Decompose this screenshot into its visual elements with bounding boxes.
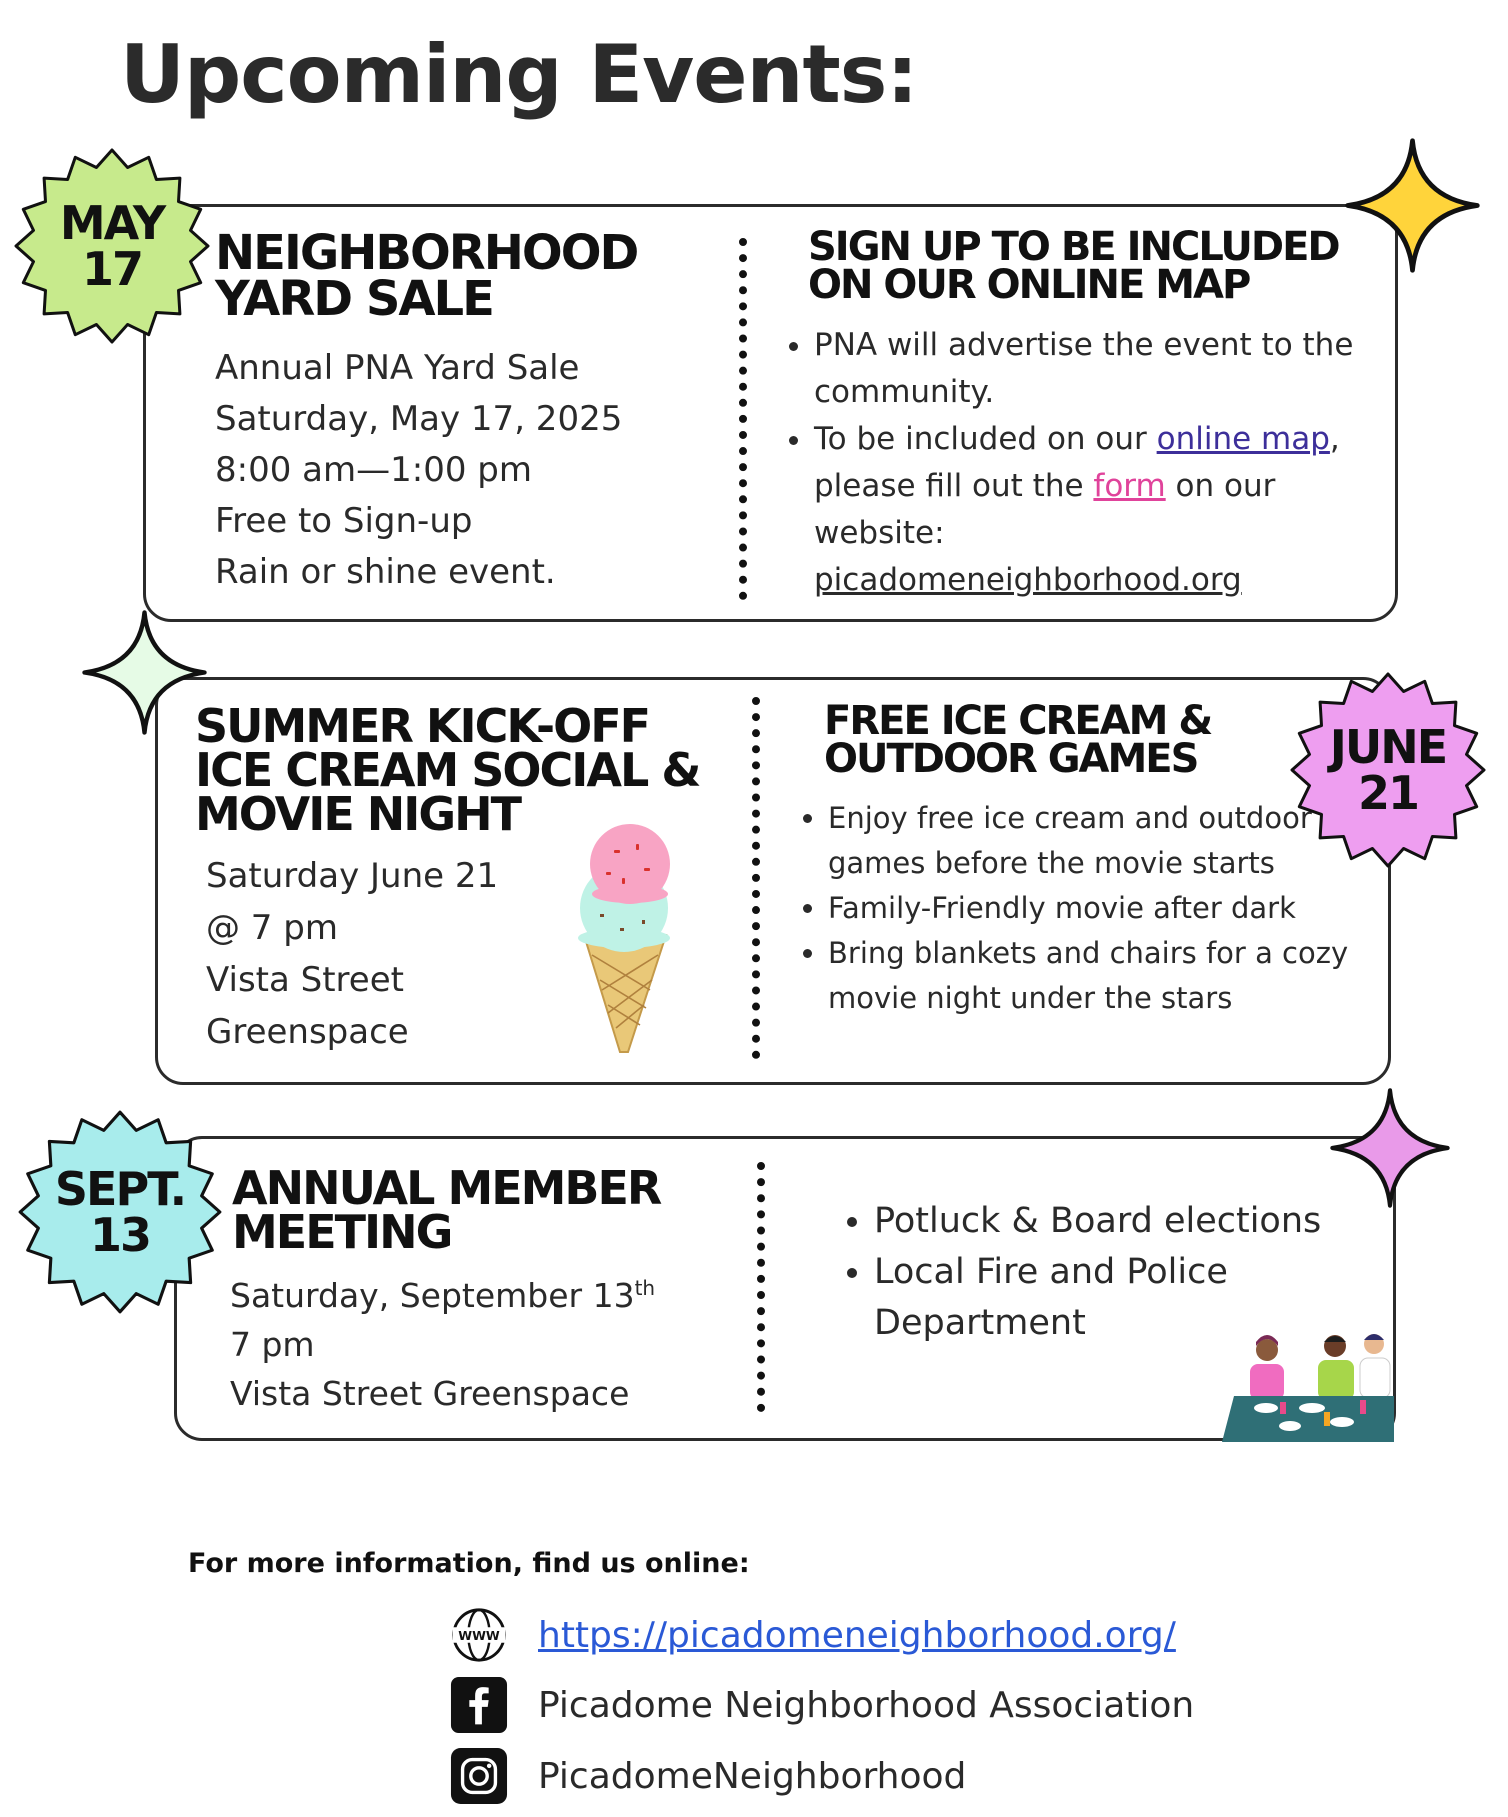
event-heading: [195, 699, 700, 842]
date-badge-may: [12, 146, 212, 346]
badge-day: 13: [89, 1208, 150, 1262]
event-details: [206, 850, 498, 1058]
event-heading-line: ANNUAL MEMBER: [232, 1161, 661, 1215]
badge-month: JUNE: [1329, 720, 1447, 774]
website-link[interactable]: picadomeneighborhood.org: [814, 562, 1242, 598]
event-detail: Vista Street: [206, 960, 404, 1000]
date-badge-june: [1288, 670, 1488, 870]
event-detail: Saturday June 21: [206, 856, 499, 896]
contact-facebook: [450, 1676, 1194, 1734]
event-heading-line: MEETING: [232, 1205, 452, 1260]
bullet-item: • Bring blankets and chairs for a cozy movie night under the stars: [828, 931, 1408, 1021]
facebook-icon: [450, 1676, 508, 1734]
instagram-handle[interactable]: PicadomeNeighborhood: [538, 1755, 967, 1797]
bullet-text: , please fill out the: [814, 421, 1340, 504]
website-url-link[interactable]: https://picadomeneighborhood.org/: [538, 1614, 1176, 1656]
sparkle-mint-icon: [82, 610, 207, 735]
page-title: Upcoming Events:: [120, 28, 918, 121]
badge-text: [12, 146, 212, 346]
event-subheading: [824, 698, 1212, 783]
event-detail: Greenspace: [206, 1012, 409, 1052]
globe-www-icon: [450, 1606, 508, 1664]
event-heading-line: YARD SALE: [215, 271, 493, 328]
badge-text: [16, 1108, 224, 1316]
sparkle-yellow-icon: [1345, 138, 1480, 273]
event-divider: [752, 697, 760, 1059]
event-subheading: [808, 224, 1339, 309]
event-date-text: Saturday, September 13: [230, 1276, 635, 1315]
event-detail: 7 pm: [230, 1325, 315, 1364]
badge-day: 17: [81, 242, 142, 296]
online-map-link[interactable]: online map: [1156, 421, 1330, 457]
event-heading-line: ICE CREAM SOCIAL &: [195, 743, 700, 798]
event-heading: [215, 225, 638, 328]
event-subheading-line: ON OUR ONLINE MAP: [808, 262, 1250, 309]
event-subheading-line: FREE ICE CREAM &: [824, 698, 1212, 744]
bullet-item: [814, 416, 1374, 604]
sparkle-violet-icon: [1330, 1088, 1450, 1208]
ordinal-suffix: th: [634, 1276, 656, 1300]
bullet-text: To be included on our: [814, 421, 1157, 457]
badge-month: SEPT.: [54, 1162, 186, 1216]
bullet-item: • Potluck & Board elections: [874, 1196, 1414, 1247]
date-badge-sept: [16, 1108, 224, 1316]
badge-text: [1288, 670, 1488, 870]
bullet-item: • PNA will advertise the event to the community.: [814, 322, 1374, 416]
event-subheading-line: OUTDOOR GAMES: [824, 736, 1198, 783]
event-detail: Annual PNA Yard Sale: [215, 348, 580, 388]
event-bullets: [778, 322, 1374, 604]
bullet-item: • Enjoy free ice cream and outdoor games before the movie starts: [828, 796, 1408, 886]
people-dining-icon: [1222, 1326, 1394, 1442]
event-heading-line: NEIGHBORHOOD: [215, 225, 638, 281]
event-divider: [757, 1162, 765, 1412]
footer-lead: For more information, find us online:: [188, 1548, 750, 1579]
event-divider: [739, 238, 747, 600]
event-details: [230, 1264, 655, 1418]
svg-text:WWW: WWW: [458, 1627, 500, 1643]
badge-day: 21: [1357, 766, 1418, 820]
event-heading-line: MOVIE NIGHT: [195, 787, 521, 842]
event-details: [215, 343, 622, 598]
event-heading: [232, 1161, 661, 1260]
contact-website: [450, 1606, 1176, 1664]
event-detail: @ 7 pm: [206, 908, 338, 948]
badge-month: MAY: [59, 196, 165, 250]
form-link[interactable]: form: [1093, 468, 1166, 504]
bullet-item: • Family-Friendly movie after dark: [828, 886, 1408, 931]
bullet-item: • Local Fire and Police Department: [874, 1247, 1414, 1349]
ice-cream-cone-icon: [570, 820, 680, 1055]
event-detail: Vista Street Greenspace: [230, 1374, 630, 1413]
event-heading-line: SUMMER KICK-OFF: [195, 699, 650, 753]
event-detail: Saturday, May 17, 2025: [215, 399, 623, 439]
instagram-icon: [450, 1747, 508, 1805]
event-detail: Free to Sign-up: [215, 501, 473, 541]
event-detail: Rain or shine event.: [215, 552, 556, 592]
event-detail: 8:00 am—1:00 pm: [215, 450, 532, 490]
bullet-text: on our website:: [814, 468, 1276, 551]
contact-instagram: [450, 1747, 966, 1805]
event-detail: [230, 1264, 655, 1320]
event-subheading-line: SIGN UP TO BE INCLUDED: [808, 224, 1339, 270]
facebook-name[interactable]: Picadome Neighborhood Association: [538, 1684, 1195, 1726]
